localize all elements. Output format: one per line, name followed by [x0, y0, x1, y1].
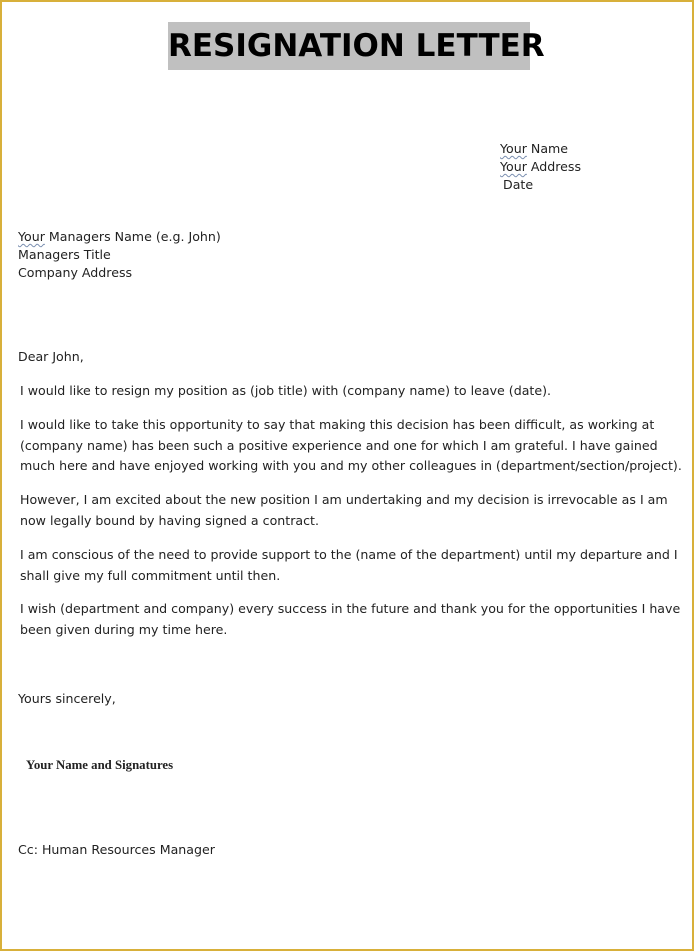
sender-address [500, 158, 581, 176]
body-paragraph-text: I am conscious of the need to provide support to the (name of the department) until my departure and I shall give my full commitment until then. [20, 547, 678, 583]
recipient-name-rest: Managers Name (e.g. John) [44, 229, 221, 244]
salutation: Dear John, [18, 349, 84, 364]
body-paragraph-2 [20, 415, 684, 477]
cc-line: Cc: Human Resources Manager [18, 842, 215, 857]
recipient-title: Managers Title [18, 247, 111, 262]
recipient-company-address: Company Address [18, 265, 133, 280]
sender-address-first-word: Your [500, 159, 527, 174]
recipient-name-first-word: Your [18, 229, 45, 244]
recipient-name [18, 228, 221, 246]
body-paragraph-text: I would like to resign my position as (job title) with (company name) to leave (date). [20, 383, 552, 398]
body-paragraph-3 [20, 490, 684, 531]
body-paragraph-5 [20, 599, 684, 640]
body-paragraph-text: I wish (department and company) every success in the future and thank you for the opportunities I have been given during my time here. [20, 601, 681, 637]
sender-address-rest: Address [526, 159, 582, 174]
body-paragraph-text: I would like to take this opportunity to say that making this decision has been difficult, as working at (company name) has been such a positive experience and one for which I am grateful. I have gained much here and have enjoyed working with you and my other colleagues in (department/section/project). [20, 417, 682, 473]
letter-title: RESIGNATION LETTER [168, 22, 530, 70]
signature-line: Your Name and Signatures [26, 758, 174, 772]
body-paragraph-text: However, I am excited about the new position I am undertaking and my decision is irrevocable as I am now legally bound by having signed a contract. [20, 492, 668, 528]
body-paragraph-1 [20, 381, 684, 402]
sender-name-rest: Name [526, 141, 569, 156]
sender-date: Date [503, 177, 534, 192]
sender-name-first-word: Your [500, 141, 527, 156]
body-paragraph-4 [20, 545, 684, 586]
sender-name [500, 140, 568, 158]
closing: Yours sincerely, [18, 691, 116, 706]
